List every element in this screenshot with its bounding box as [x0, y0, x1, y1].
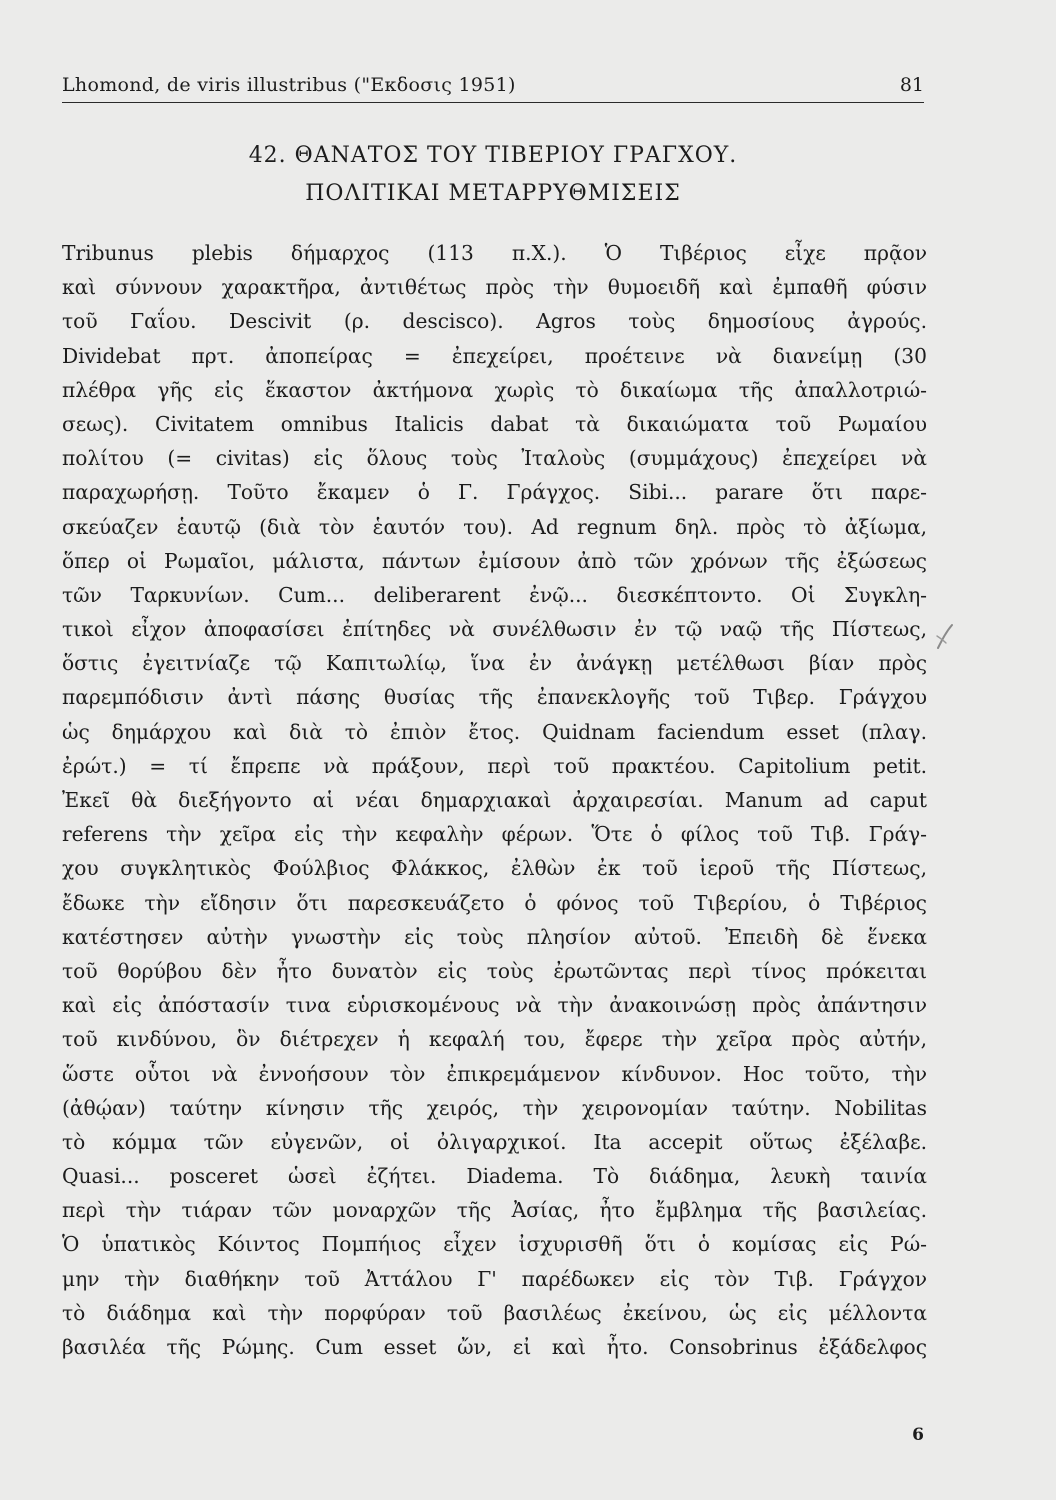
- text-line: τὸ κόμμα τῶν εὐγενῶν, οἱ ὀλιγαρχικοί. Ita accepit οὕτως ἐξέλαβε.: [62, 1129, 927, 1154]
- page-number: 81: [899, 74, 924, 96]
- signature-mark: 6: [912, 1425, 924, 1445]
- text-line: σκεύαζεν ἑαυτῷ (διὰ τὸν ἑαυτόν του). Ad regnum δηλ. πρὸς τὸ ἀξίωμα,: [62, 514, 927, 539]
- text-line: βασιλέα τῆς Ρώμης. Cum esset ὤν, εἰ καὶ ἦτο. Consobrinus ἐξάδελφος: [62, 1335, 927, 1359]
- text-line: τικοὶ εἶχον ἀποφασίσει ἐπίτηδες νὰ συνέλθωσιν ἐν τῷ ναῷ τῆς Πίστεως,: [62, 617, 927, 642]
- running-title: Lhomond, de viris illustribus ("Εκδοσις 1951): [62, 74, 516, 96]
- text-line: χου συγκλητικὸς Φούλβιος Φλάκκος, ἐλθὼν ἐκ τοῦ ἱεροῦ τῆς Πίστεως,: [62, 856, 927, 881]
- text-line: ὡς δημάρχου καὶ διὰ τὸ ἐπιὸν ἔτος. Quidnam faciendum esset (πλαγ.: [62, 719, 927, 744]
- text-line: referens τὴν χεῖρα εἰς τὴν κεφαλὴν φέρων. Ὅτε ὁ φίλος τοῦ Τιβ. Γράγ-: [62, 822, 927, 847]
- text-line: τοῦ κινδύνου, ὃν διέτρεχεν ἡ κεφαλή του, ἔφερε τὴν χεῖρα πρὸς αὐτήν,: [62, 1027, 927, 1052]
- text-line: κατέστησεν αὐτὴν γνωστὴν εἰς τοὺς πλησίον αὐτοῦ. Ἐπειδὴ δὲ ἕνεκα: [62, 924, 927, 949]
- text-line: καὶ σύννουν χαρακτῆρα, ἀντιθέτως πρὸς τὴν θυμοειδῆ καὶ ἐμπαθῆ φύσιν: [62, 275, 927, 300]
- text-line: Dividebat πρτ. ἀποπείρας = ἐπεχείρει, προέτεινε νὰ διανείμῃ (30: [62, 343, 927, 368]
- text-line: τοῦ Γαΐου. Descivit (ρ. descisco). Agros τοὺς δημοσίους ἀγρούς.: [62, 309, 927, 334]
- text-line: Tribunus plebis δήμαρχος (113 π.Χ.). Ὁ Τιβέριος εἶχε πρᾷον: [62, 241, 927, 265]
- text-line: Quasi... posceret ὡσεὶ ἐζήτει. Diadema. Τὸ διάδημα, λευκὴ ταινία: [62, 1164, 927, 1189]
- text-line: περὶ τὴν τιάραν τῶν μοναρχῶν τῆς Ἀσίας, ἦτο ἔμβλημα τῆς βασιλείας.: [62, 1198, 927, 1223]
- text-line: Ἐκεῖ θὰ διεξήγοντο αἱ νέαι δημαρχιακαὶ ἀρχαιρεσίαι. Manum ad caput: [62, 788, 927, 812]
- chapter-subtitle: ΠΟΛΙΤΙΚΑΙ ΜΕΤΑΡΡΥΘΜΙΣΕΙΣ: [305, 181, 681, 206]
- text-line: παρεμπόδισιν ἀντὶ πάσης θυσίας τῆς ἐπανεκλογῆς τοῦ Τιβερ. Γράγχου: [62, 685, 927, 710]
- text-line: τὸ διάδημα καὶ τὴν πορφύραν τοῦ βασιλέως ἐκείνου, ὡς εἰς μέλλοντα: [62, 1300, 927, 1325]
- text-line: πολίτου (= civitas) εἰς ὅλους τοὺς Ἰταλοὺς (συμμάχους) ἐπεχείρει νὰ: [62, 446, 927, 471]
- commentary-text: [62, 236, 927, 1364]
- chapter-title: 42. ΘΑΝΑΤΟΣ ΤΟΥ ΤΙΒΕΡΙΟΥ ΓΡΑΓΧΟΥ.: [248, 143, 738, 168]
- text-line: ὅπερ οἱ Ρωμαῖοι, μάλιστα, πάντων ἐμίσουν ἀπὸ τῶν χρόνων τῆς ἐξώσεως: [62, 548, 927, 573]
- text-line: τῶν Ταρκυνίων. Cum... deliberarent ἐνῷ... διεσκέπτοντο. Οἱ Συγκλη-: [62, 582, 927, 607]
- text-line: σεως). Civitatem omnibus Italicis dabat τὰ δικαιώματα τοῦ Ρωμαίου: [62, 411, 927, 436]
- text-line: (ἀθῴαν) ταύτην κίνησιν τῆς χειρός, τὴν χειρονομίαν ταύτην. Nobilitas: [62, 1095, 927, 1120]
- text-line: πλέθρα γῆς εἰς ἕκαστον ἀκτήμονα χωρὶς τὸ δικαίωμα τῆς ἀπαλλοτριώ-: [62, 377, 927, 402]
- page-header: [62, 72, 924, 103]
- text-line: Ὁ ὑπατικὸς Κόιντος Πομπήιος εἶχεν ἰσχυρισθῆ ὅτι ὁ κομίσας εἰς Ρώ-: [62, 1232, 927, 1257]
- text-line: παραχωρήσῃ. Τοῦτο ἔκαμεν ὁ Γ. Γράγχος. Sibi... parare ὅτι παρε-: [62, 480, 927, 505]
- text-line: καὶ εἰς ἀπόστασίν τινα εὑρισκομένους νὰ τὴν ἀνακοινώσῃ πρὸς ἀπάντησιν: [62, 993, 927, 1018]
- text-line: ὅστις ἐγειτνίαζε τῷ Καπιτωλίῳ, ἵνα ἐν ἀνάγκῃ μετέλθωσι βίαν πρὸς: [62, 651, 927, 676]
- text-line: ὥστε οὗτοι νὰ ἐννοήσουν τὸν ἐπικρεμάμενον κίνδυνον. Hoc τοῦτο, τὴν: [62, 1061, 927, 1086]
- pencil-mark-icon: [934, 622, 956, 652]
- text-line: ἐρώτ.) = τί ἔπρεπε νὰ πράξουν, περὶ τοῦ πρακτέου. Capitolium petit.: [62, 753, 927, 778]
- text-line: μην τὴν διαθήκην τοῦ Ἀττάλου Γ' παρέδωκεν εἰς τὸν Τιβ. Γράγχον: [62, 1266, 927, 1291]
- text-line: τοῦ θορύβου δὲν ἦτο δυνατὸν εἰς τοὺς ἐρωτῶντας περὶ τίνος πρόκειται: [62, 958, 927, 983]
- text-line: ἔδωκε τὴν εἴδησιν ὅτι παρεσκευάζετο ὁ φόνος τοῦ Τιβερίου, ὁ Τιβέριος: [62, 890, 927, 915]
